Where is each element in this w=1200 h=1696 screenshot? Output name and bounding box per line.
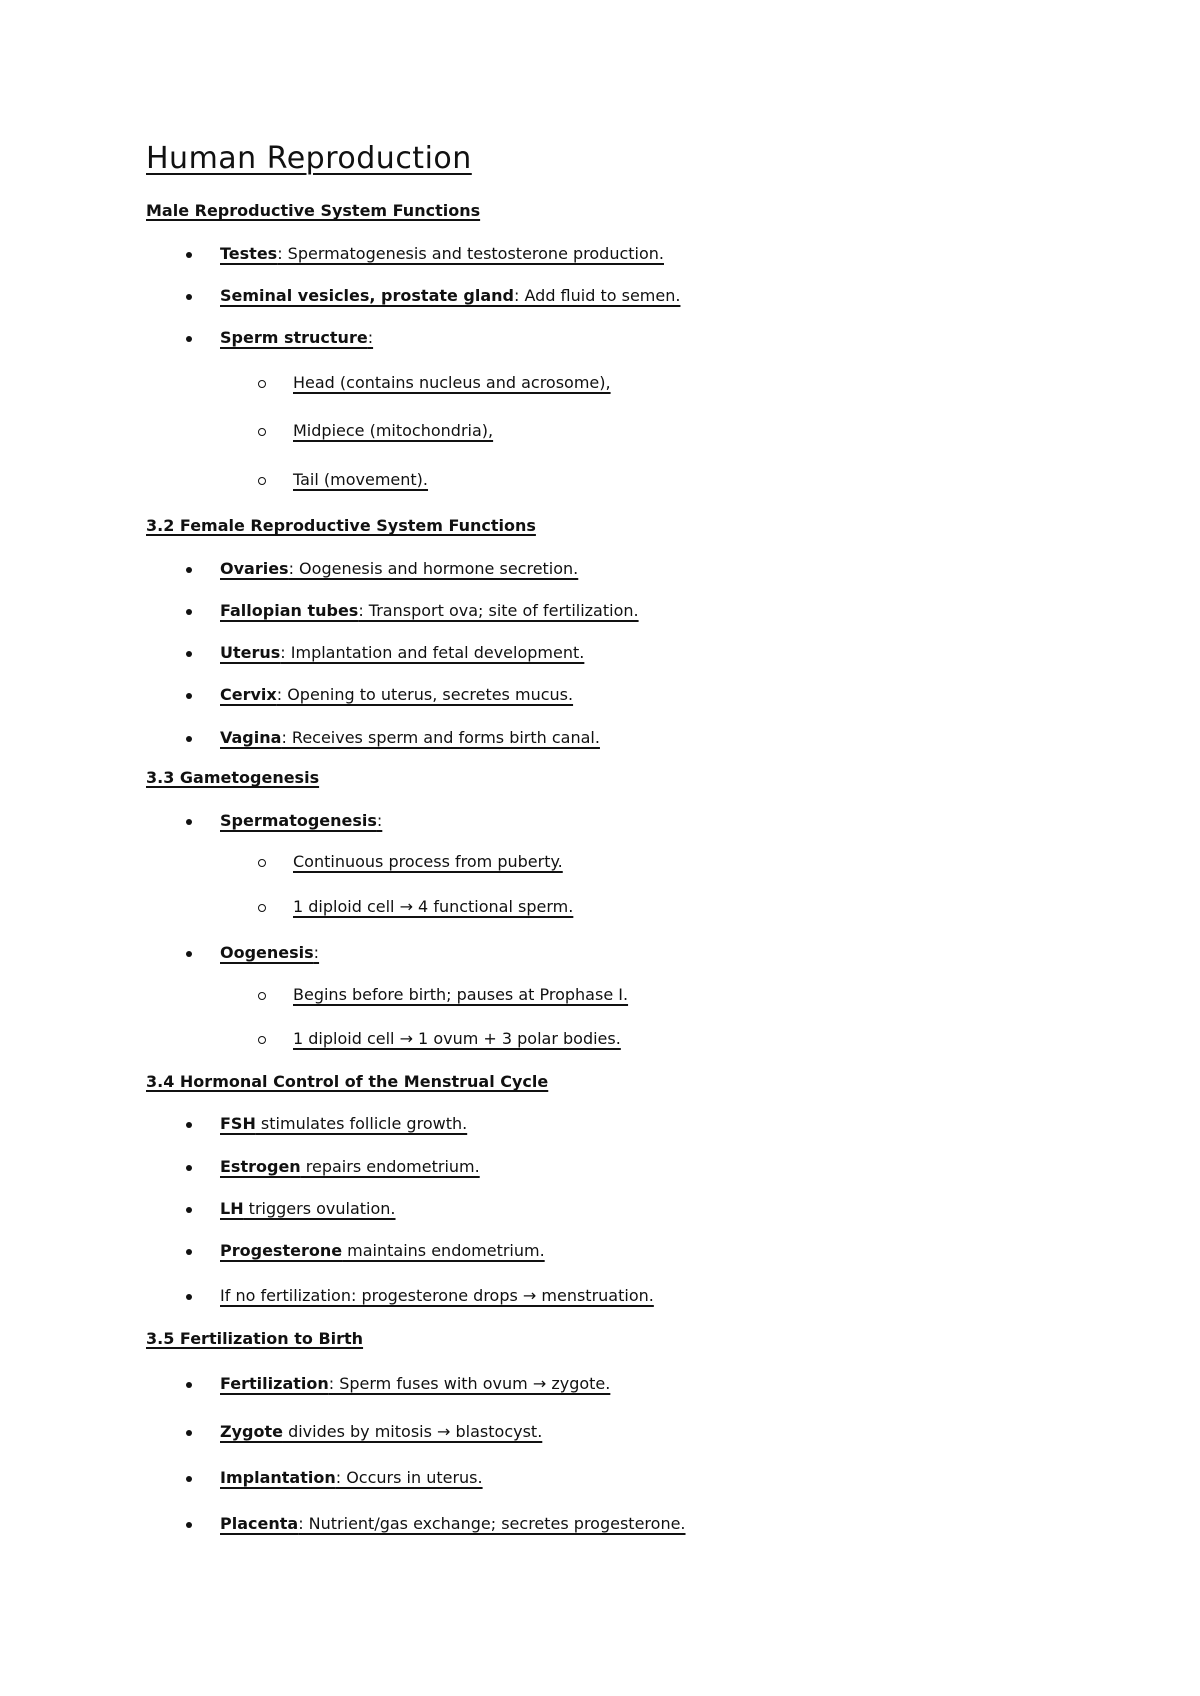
item-term: LH <box>220 1199 244 1218</box>
bullet-icon <box>186 736 192 742</box>
bullet-icon <box>186 1382 192 1388</box>
sub-list-item <box>293 896 573 918</box>
item-text: : <box>367 328 374 347</box>
item-text: : Occurs in uterus. <box>335 1468 483 1487</box>
list-item <box>220 1373 610 1395</box>
section-heading: Male Reproductive System Functions <box>146 201 481 220</box>
list-item <box>220 1285 654 1307</box>
item-text: Tail (movement). <box>293 470 429 489</box>
item-text: divides by mitosis → blastocyst. <box>282 1422 543 1441</box>
item-term: Testes <box>220 244 278 263</box>
item-term: Seminal vesicles, prostate gland <box>220 286 515 305</box>
bullet-icon <box>186 1249 192 1255</box>
bullet-icon <box>186 1476 192 1482</box>
item-text: : Opening to uterus, secretes mucus. <box>276 685 574 704</box>
section-heading: 3.5 Fertilization to Birth <box>146 1329 364 1348</box>
bullet-icon <box>186 951 192 957</box>
sub-list-item <box>293 420 493 442</box>
bullet-icon <box>186 1430 192 1436</box>
section-heading: 3.2 Female Reproductive System Functions <box>146 516 536 535</box>
bullet-icon <box>186 819 192 825</box>
list-item <box>220 727 600 749</box>
list-item <box>220 558 578 580</box>
circle-bullet-icon <box>258 904 266 912</box>
sub-list-item <box>293 984 628 1006</box>
item-term: Fallopian tubes <box>220 601 359 620</box>
bullet-icon <box>186 1294 192 1300</box>
bullet-icon <box>186 336 192 342</box>
bullet-icon <box>186 1165 192 1171</box>
item-text: 1 diploid cell → 1 ovum + 3 polar bodies. <box>293 1029 621 1048</box>
item-text: : Receives sperm and forms birth canal. <box>281 728 600 747</box>
item-text: : <box>376 811 383 830</box>
circle-bullet-icon <box>258 477 266 485</box>
item-text: : Nutrient/gas exchange; secretes progesterone. <box>298 1514 686 1533</box>
sub-list-item <box>293 372 611 394</box>
item-term: Fertilization <box>220 1374 329 1393</box>
bullet-icon <box>186 252 192 258</box>
item-text: : Add fluid to semen. <box>514 286 681 305</box>
item-text: : Implantation and fetal development. <box>280 643 585 662</box>
item-term: Estrogen <box>220 1157 301 1176</box>
list-item <box>220 1198 396 1220</box>
bullet-icon <box>186 651 192 657</box>
bullet-icon <box>186 294 192 300</box>
list-item <box>220 1113 467 1135</box>
list-item <box>220 1513 686 1535</box>
item-term: Progesterone <box>220 1241 343 1260</box>
item-term: Uterus <box>220 643 281 662</box>
item-text: triggers ovulation. <box>243 1199 396 1218</box>
item-term: Oogenesis <box>220 943 314 962</box>
list-item <box>220 243 664 265</box>
section-heading: 3.3 Gametogenesis <box>146 768 320 787</box>
item-text: : Sperm fuses with ovum → zygote. <box>328 1374 611 1393</box>
list-item <box>220 1467 483 1489</box>
item-text: Begins before birth; pauses at Prophase I. <box>293 985 629 1004</box>
item-term: Vagina <box>220 728 282 747</box>
circle-bullet-icon <box>258 992 266 1000</box>
list-item <box>220 600 639 622</box>
item-text: Head (contains nucleus and acrosome), <box>293 373 611 392</box>
sub-list-item <box>293 469 428 491</box>
circle-bullet-icon <box>258 859 266 867</box>
bullet-icon <box>186 1122 192 1128</box>
list-item <box>220 942 319 964</box>
item-text: : Oogenesis and hormone secretion. <box>288 559 579 578</box>
item-text: repairs endometrium. <box>300 1157 480 1176</box>
page-title: Human Reproduction <box>146 141 472 176</box>
sub-list-item <box>293 1028 621 1050</box>
list-item <box>220 642 584 664</box>
sub-list-item <box>293 851 563 873</box>
circle-bullet-icon <box>258 1036 266 1044</box>
item-term: Zygote <box>220 1422 283 1441</box>
list-item <box>220 810 382 832</box>
item-text: Continuous process from puberty. <box>293 852 563 871</box>
section-heading: 3.4 Hormonal Control of the Menstrual Cycle <box>146 1072 549 1091</box>
bullet-icon <box>186 567 192 573</box>
item-text: 1 diploid cell → 4 functional sperm. <box>293 897 574 916</box>
item-text: : Spermatogenesis and testosterone production. <box>277 244 664 263</box>
list-item <box>220 327 373 349</box>
bullet-icon <box>186 693 192 699</box>
list-item <box>220 1156 480 1178</box>
circle-bullet-icon <box>258 380 266 388</box>
item-term: Placenta <box>220 1514 299 1533</box>
item-text: : <box>313 943 320 962</box>
bullet-icon <box>186 1207 192 1213</box>
item-term: Ovaries <box>220 559 289 578</box>
list-item <box>220 1240 545 1262</box>
item-text: If no fertilization: progesterone drops → menstruation. <box>220 1286 654 1305</box>
bullet-icon <box>186 609 192 615</box>
bullet-icon <box>186 1522 192 1528</box>
item-text: : Transport ova; site of fertilization. <box>358 601 639 620</box>
item-text: stimulates follicle growth. <box>255 1114 468 1133</box>
item-text: Midpiece (mitochondria), <box>293 421 494 440</box>
list-item <box>220 1421 542 1443</box>
list-item <box>220 684 573 706</box>
circle-bullet-icon <box>258 428 266 436</box>
item-term: Sperm structure <box>220 328 368 347</box>
list-item <box>220 285 680 307</box>
item-term: Implantation <box>220 1468 336 1487</box>
item-term: Spermatogenesis <box>220 811 377 830</box>
item-term: Cervix <box>220 685 277 704</box>
item-text: maintains endometrium. <box>342 1241 545 1260</box>
item-term: FSH <box>220 1114 256 1133</box>
